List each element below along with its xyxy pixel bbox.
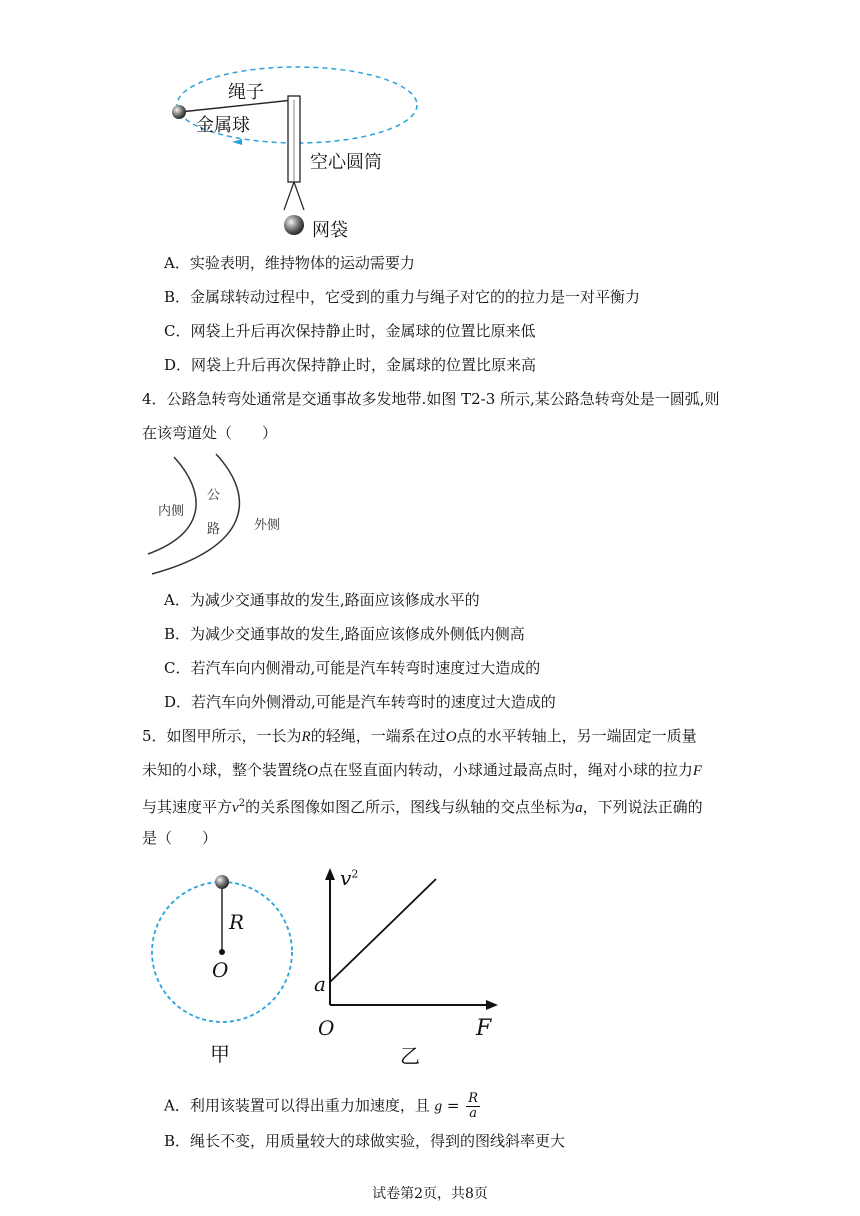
inner-side-label: 内侧 xyxy=(158,504,185,519)
ball-label: 金属球 xyxy=(196,115,250,136)
q5-stem-line4: 是（ ） xyxy=(142,829,218,847)
fraction-R-over-a: $\frac{R}{a}$ xyxy=(468,1091,479,1121)
q5-option-a: A．利用该装置可以得出重力加速度，且 g = $\frac{R}{a}$ xyxy=(164,1091,479,1121)
label-R: R xyxy=(229,910,245,934)
origin-label: O xyxy=(318,1016,335,1040)
x-axis-label: F xyxy=(476,1016,492,1041)
graph-line xyxy=(330,879,436,982)
figure-jia xyxy=(146,868,306,1068)
outer-side-label: 外侧 xyxy=(254,518,281,533)
y-axis-label: $v^2$ xyxy=(340,866,359,890)
small-ball xyxy=(215,875,229,889)
road-label-2: 路 xyxy=(207,522,221,537)
label-O: O xyxy=(212,958,229,982)
rope-tube-figure xyxy=(150,60,440,250)
figure-yi xyxy=(306,862,506,1072)
q3-option-a: A．实验表明，维持物体的运动需要力 xyxy=(164,254,415,272)
page-footer: 试卷第2页，共8页 xyxy=(372,1186,488,1202)
q3-option-b: B．金属球转动过程中，它受到的重力与绳子对它的的拉力是一对平衡力 xyxy=(164,288,641,306)
vertical-circle-diagram xyxy=(146,868,306,1028)
net-bag-ball xyxy=(284,215,304,235)
x-axis-arrow xyxy=(486,1000,498,1010)
q5-option-b: B．绳长不变，用质量较大的球做实验，得到的图线斜率更大 xyxy=(164,1132,566,1150)
curve-road-figure xyxy=(146,452,306,580)
metal-ball xyxy=(172,105,186,119)
rope-tube-diagram xyxy=(150,60,440,250)
pivot-O xyxy=(219,949,225,955)
caption-yi: 乙 xyxy=(400,1044,420,1068)
q5-stem-line3: 与其速度平方$v^2$的关系图像如图乙所示，图线与纵轴的交点坐标为a，下列说法正确的 xyxy=(142,798,703,816)
y-axis-arrow xyxy=(325,868,335,880)
q5-stem-line2: 未知的小球，整个装置绕O点在竖直面内转动，小球通过最高点时，绳对小球的拉力F xyxy=(142,761,703,779)
caption-jia: 甲 xyxy=(210,1042,230,1066)
net-bag xyxy=(284,182,304,210)
q4-option-c: C．若汽车向内侧滑动,可能是汽车转弯时速度过大造成的 xyxy=(164,659,541,677)
graph-F-v2 xyxy=(306,862,506,1042)
intercept-a-label: a xyxy=(314,972,326,996)
q4-option-b: B．为减少交通事故的发生,路面应该修成外侧低内侧高 xyxy=(164,625,525,643)
q4-stem-line1: 4．公路急转弯处通常是交通事故多发地带.如图 T2-3 所示,某公路急转弯处是一圆弧,则 xyxy=(142,390,720,408)
q3-option-d: D．网袋上升后再次保持静止时，金属球的位置比原来高 xyxy=(164,356,537,374)
q4-option-d: D．若汽车向外侧滑动,可能是汽车转弯时的速度过大造成的 xyxy=(164,693,556,711)
net-label: 网袋 xyxy=(312,220,348,241)
tube-label: 空心圆筒 xyxy=(310,152,382,173)
q4-stem-line2: 在该弯道处（ ） xyxy=(142,424,278,442)
road-label-1: 公 xyxy=(207,488,221,503)
q4-option-a: A．为减少交通事故的发生,路面应该修成水平的 xyxy=(164,591,480,609)
q5-stem-line1: 5．如图甲所示，一长为R的轻绳，一端系在过O点的水平转轴上，另一端固定一质量 xyxy=(142,727,697,745)
rope-label: 绳子 xyxy=(228,82,264,103)
direction-arrow xyxy=(232,139,242,145)
q3-option-c: C．网袋上升后再次保持静止时，金属球的位置比原来低 xyxy=(164,322,536,340)
